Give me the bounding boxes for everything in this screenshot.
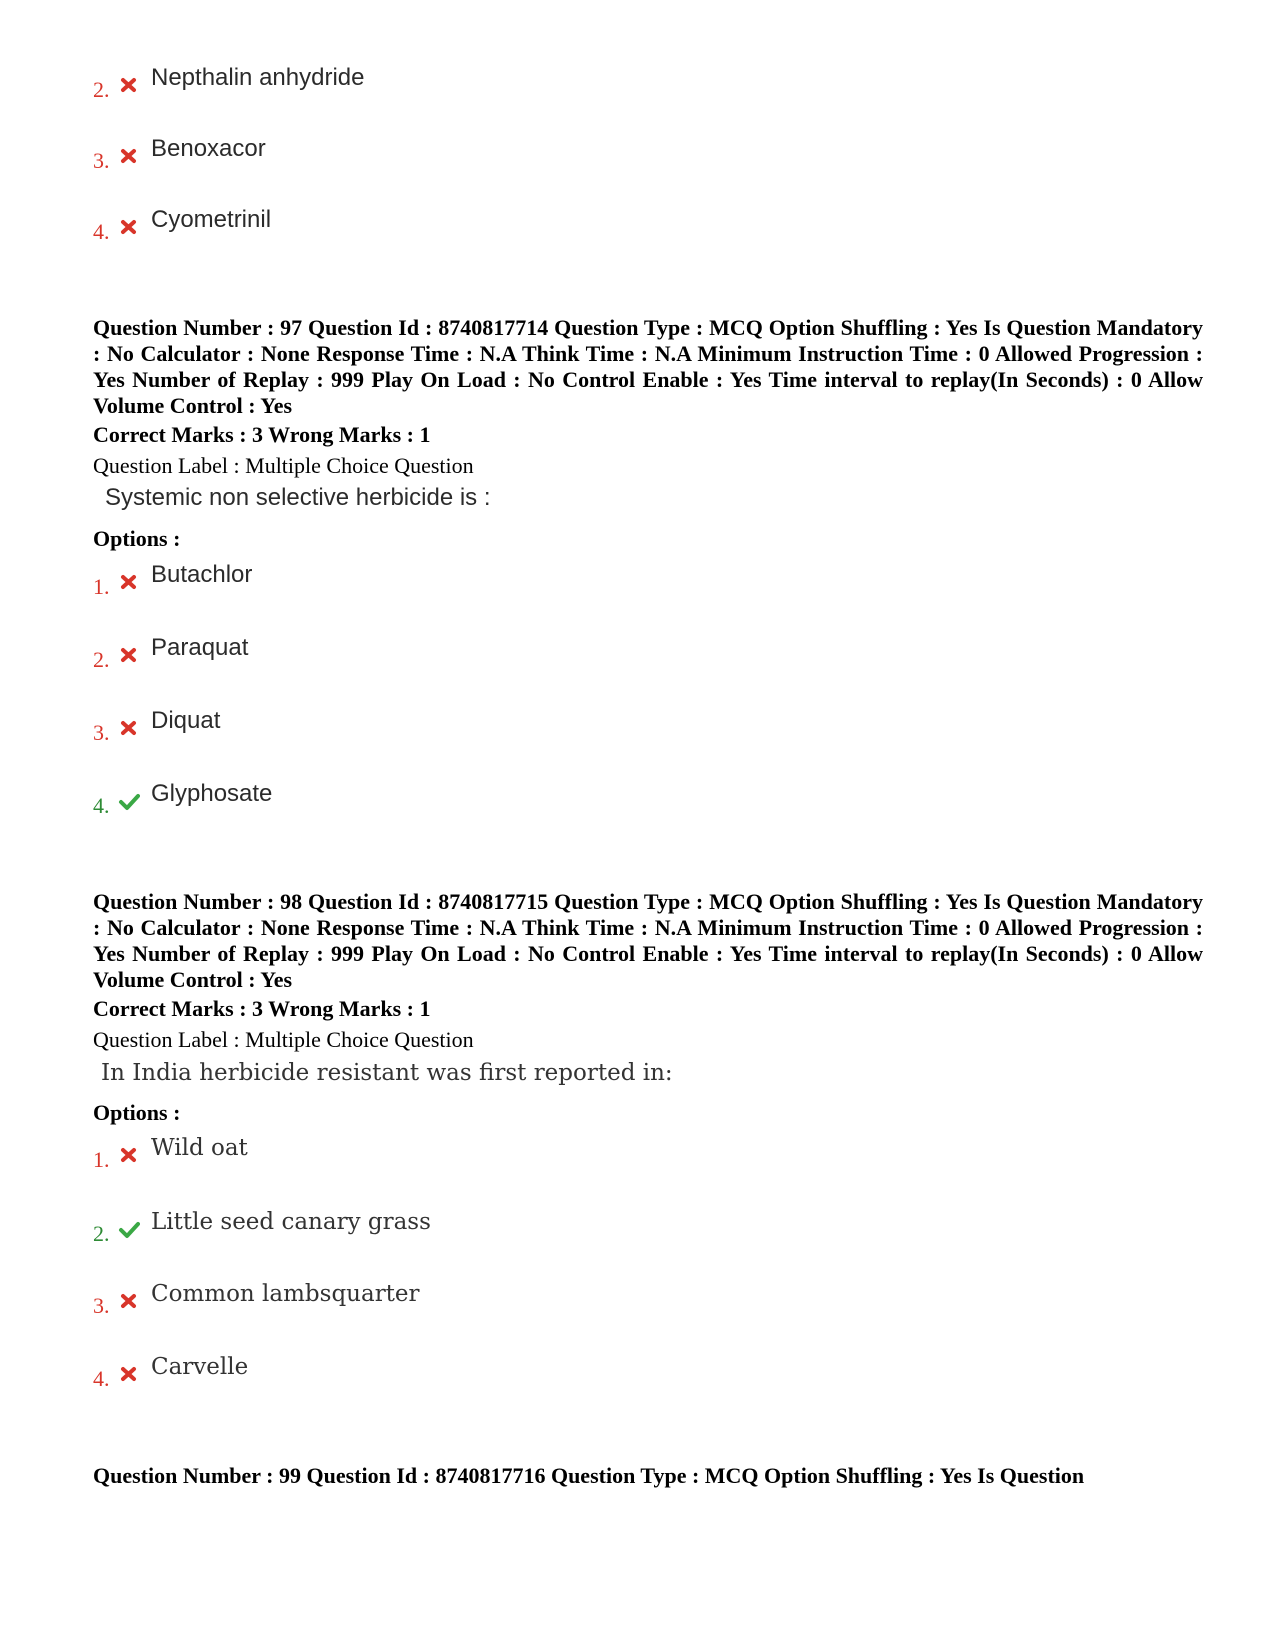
option-text: Little seed canary grass [151, 1209, 431, 1235]
option-number: 1. [93, 574, 110, 599]
question-99-meta: Question Number : 99 Question Id : 8740817716 Question Type : MCQ Option Shuffling : Yes Is Question [93, 1463, 1085, 1488]
cross-icon [118, 145, 140, 167]
option-item [93, 1353, 693, 1393]
option-number: 4. [93, 1366, 110, 1391]
option-number: 3. [93, 1293, 110, 1318]
option-text: Glyphosate [151, 780, 273, 807]
option-number: 4. [93, 793, 110, 818]
option-item [93, 707, 693, 747]
option-text: Wild oat [151, 1135, 248, 1161]
question-98-label: Question Label : Multiple Choice Question [93, 1027, 474, 1052]
option-number: 2. [93, 1221, 110, 1246]
cross-icon [118, 216, 140, 238]
option-item [93, 561, 693, 601]
cross-icon [118, 1290, 140, 1312]
question-98-marks: Correct Marks : 3 Wrong Marks : 1 [93, 996, 431, 1021]
option-number: 3. [93, 148, 110, 173]
option-item [93, 634, 693, 674]
question-98-meta: Question Number : 98 Question Id : 8740817715 Question Type : MCQ Option Shuffling : Yes Is Question Mandatory : No Calculator : None Response Time : N.A Think Time : N.A Minimum Instruction Time : 0 Allowed Progression : Yes Number of Replay : 999 Play On Load : No Control Enable : Yes Time interval to replay(In Seconds) : 0 Allow Volume Control : Yes [93, 889, 1203, 992]
question-97-text: Systemic non selective herbicide is : [105, 484, 491, 511]
question-97-marks: Correct Marks : 3 Wrong Marks : 1 [93, 422, 431, 447]
option-number: 4. [93, 219, 110, 244]
option-text: Diquat [151, 707, 221, 734]
cross-icon [118, 644, 140, 666]
question-98-options-heading: Options : [93, 1100, 181, 1125]
option-number: 2. [93, 77, 110, 102]
cross-icon [118, 74, 140, 96]
cross-icon [118, 571, 140, 593]
option-item [93, 1134, 693, 1174]
option-text: Cyometrinil [151, 206, 272, 233]
cross-icon [118, 1144, 140, 1166]
option-item [93, 206, 693, 246]
option-text: Paraquat [151, 634, 249, 661]
cross-icon [118, 717, 140, 739]
cross-icon [118, 1363, 140, 1385]
option-text: Common lambsquarter [151, 1281, 420, 1307]
check-icon [118, 1218, 140, 1240]
option-number: 1. [93, 1147, 110, 1172]
question-97-label: Question Label : Multiple Choice Question [93, 453, 474, 478]
option-number: 3. [93, 720, 110, 745]
check-icon [118, 790, 140, 812]
option-item [93, 135, 693, 175]
question-98-text: In India herbicide resistant was first reported in: [101, 1060, 673, 1086]
option-item [93, 64, 693, 104]
option-text: Nepthalin anhydride [151, 64, 365, 91]
option-text: Benoxacor [151, 135, 266, 162]
option-item [93, 1280, 693, 1320]
option-text: Butachlor [151, 561, 253, 588]
question-97-meta: Question Number : 97 Question Id : 8740817714 Question Type : MCQ Option Shuffling : Yes Is Question Mandatory : No Calculator : None Response Time : N.A Think Time : N.A Minimum Instruction Time : 0 Allowed Progression : Yes Number of Replay : 999 Play On Load : No Control Enable : Yes Time interval to replay(In Seconds) : 0 Allow Volume Control : Yes [93, 315, 1203, 418]
option-item-correct [93, 780, 693, 820]
option-number: 2. [93, 647, 110, 672]
option-text: Carvelle [151, 1354, 249, 1380]
option-item-correct [93, 1208, 693, 1248]
question-97-options-heading: Options : [93, 526, 181, 551]
